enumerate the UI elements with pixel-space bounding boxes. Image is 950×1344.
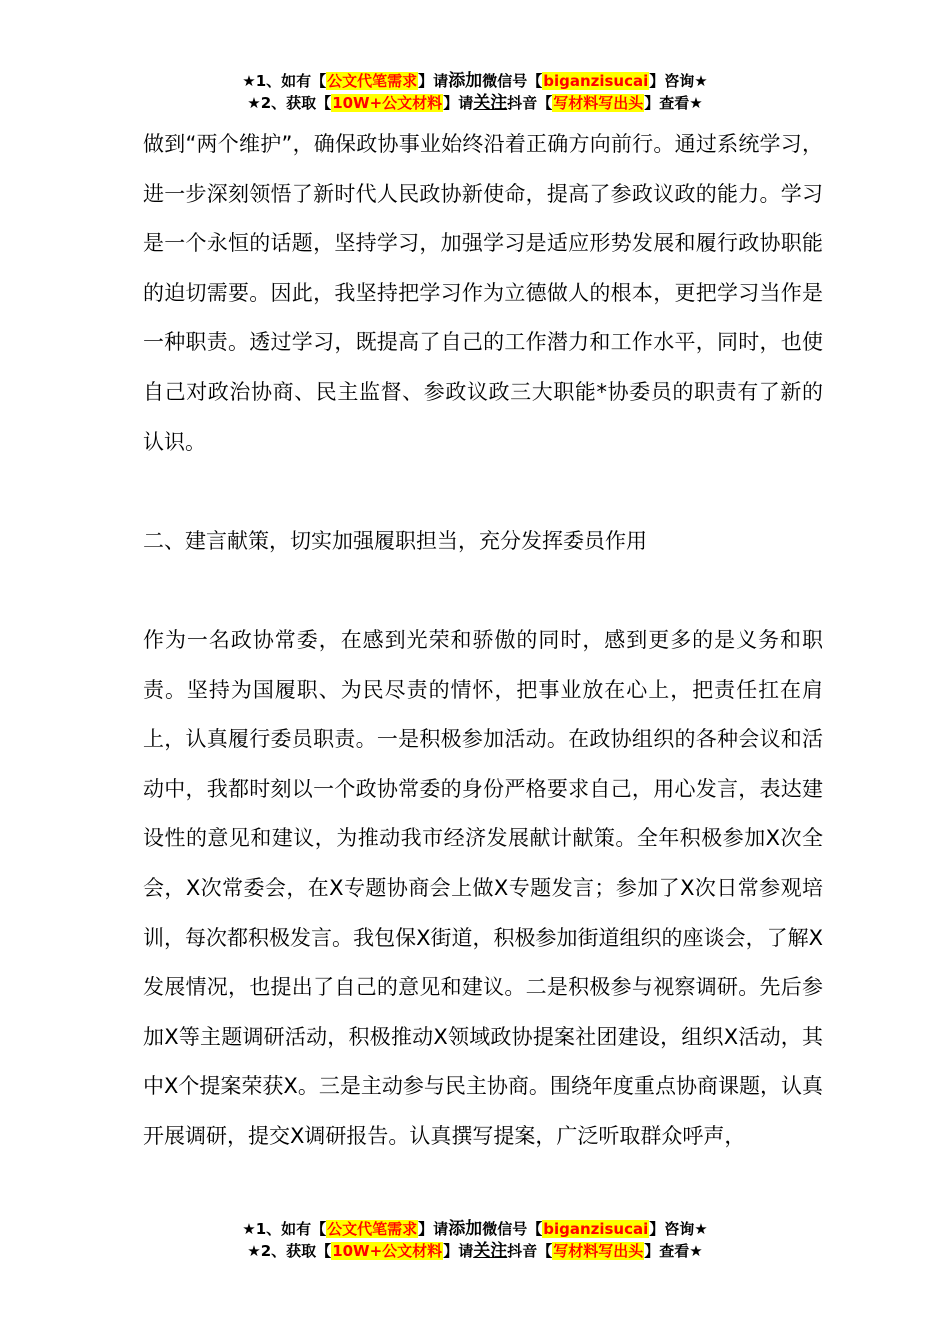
banner-line-2: ★2、获取【10W+公文材料】请关注抖音【写材料写出头】查看★ (247, 1241, 703, 1261)
banner-highlight-wechat-id: biganzisucai (543, 1220, 649, 1238)
banner-highlight-douyin-account: 写材料写出头 (553, 94, 644, 112)
banner-highlight-materials: 10W+公文材料 (332, 94, 443, 112)
banner-highlight-douyin-account: 写材料写出头 (553, 1242, 644, 1260)
footer-banner (0, 1218, 950, 1262)
section-heading-2: 二、建言献策，切实加强履职担当，充分发挥委员作用 (143, 528, 647, 553)
banner-highlight-service: 公文代笔需求 (327, 72, 418, 90)
banner-highlight-service: 公文代笔需求 (327, 1220, 418, 1238)
banner-line-1: ★1、如有【公文代笔需求】请添加微信号【biganzisucai】咨询★ (242, 71, 708, 91)
banner-line-2: ★2、获取【10W+公文材料】请关注抖音【写材料写出头】查看★ (247, 93, 703, 113)
banner-line-1: ★1、如有【公文代笔需求】请添加微信号【biganzisucai】咨询★ (242, 1219, 708, 1239)
document-body (143, 120, 823, 1161)
banner-highlight-wechat-id: biganzisucai (543, 72, 649, 90)
paragraph-2: 作为一名政协常委，在感到光荣和骄傲的同时，感到更多的是义务和职责。坚持为国履职、为民尽责的情怀，把事业放在心上，把责任扛在肩上，认真履行委员职责。一是积极参加活动。在政协组织的各种会议和活动中，我都时刻以一个政协常委的身份严格要求自己，用心发言，表达建设性的意见和建议，为推动我市经济发展献计献策。全年积极参加X次全会，X次常委会，在X专题协商会上做X专题发言；参加了X次日常参观培训，每次都积极发言。我包保X街道，积极参加街道组织的座谈会，了解X发展情况，也提出了自己的意见和建议。二是积极参与视察调研。先后参加X等主题调研活动，积极推动X领域政协提案社团建设，组织X活动，其中X个提案荣获X。三是主动参与民主协商。围绕年度重点协商课题，认真开展调研，提交X调研报告。认真撰写提案，广泛听取群众呼声， (143, 627, 823, 1148)
paragraph-1: 做到“两个维护”，确保政协事业始终沿着正确方向前行。通过系统学习，进一步深刻领悟了新时代人民政协新使命，提高了参政议政的能力。学习是一个永恒的话题，坚持学习，加强学习是适应形势发展和履行政协职能的迫切需要。因此，我坚持把学习作为立德做人的根本，更把学习当作是一种职责。透过学习，既提高了自己的工作潜力和工作水平，同时，也使自己对政治协商、民主监督、参政议政三大职能*协委员的职责有了新的认识。 (143, 132, 823, 454)
banner-highlight-materials: 10W+公文材料 (332, 1242, 443, 1260)
header-banner (0, 70, 950, 114)
